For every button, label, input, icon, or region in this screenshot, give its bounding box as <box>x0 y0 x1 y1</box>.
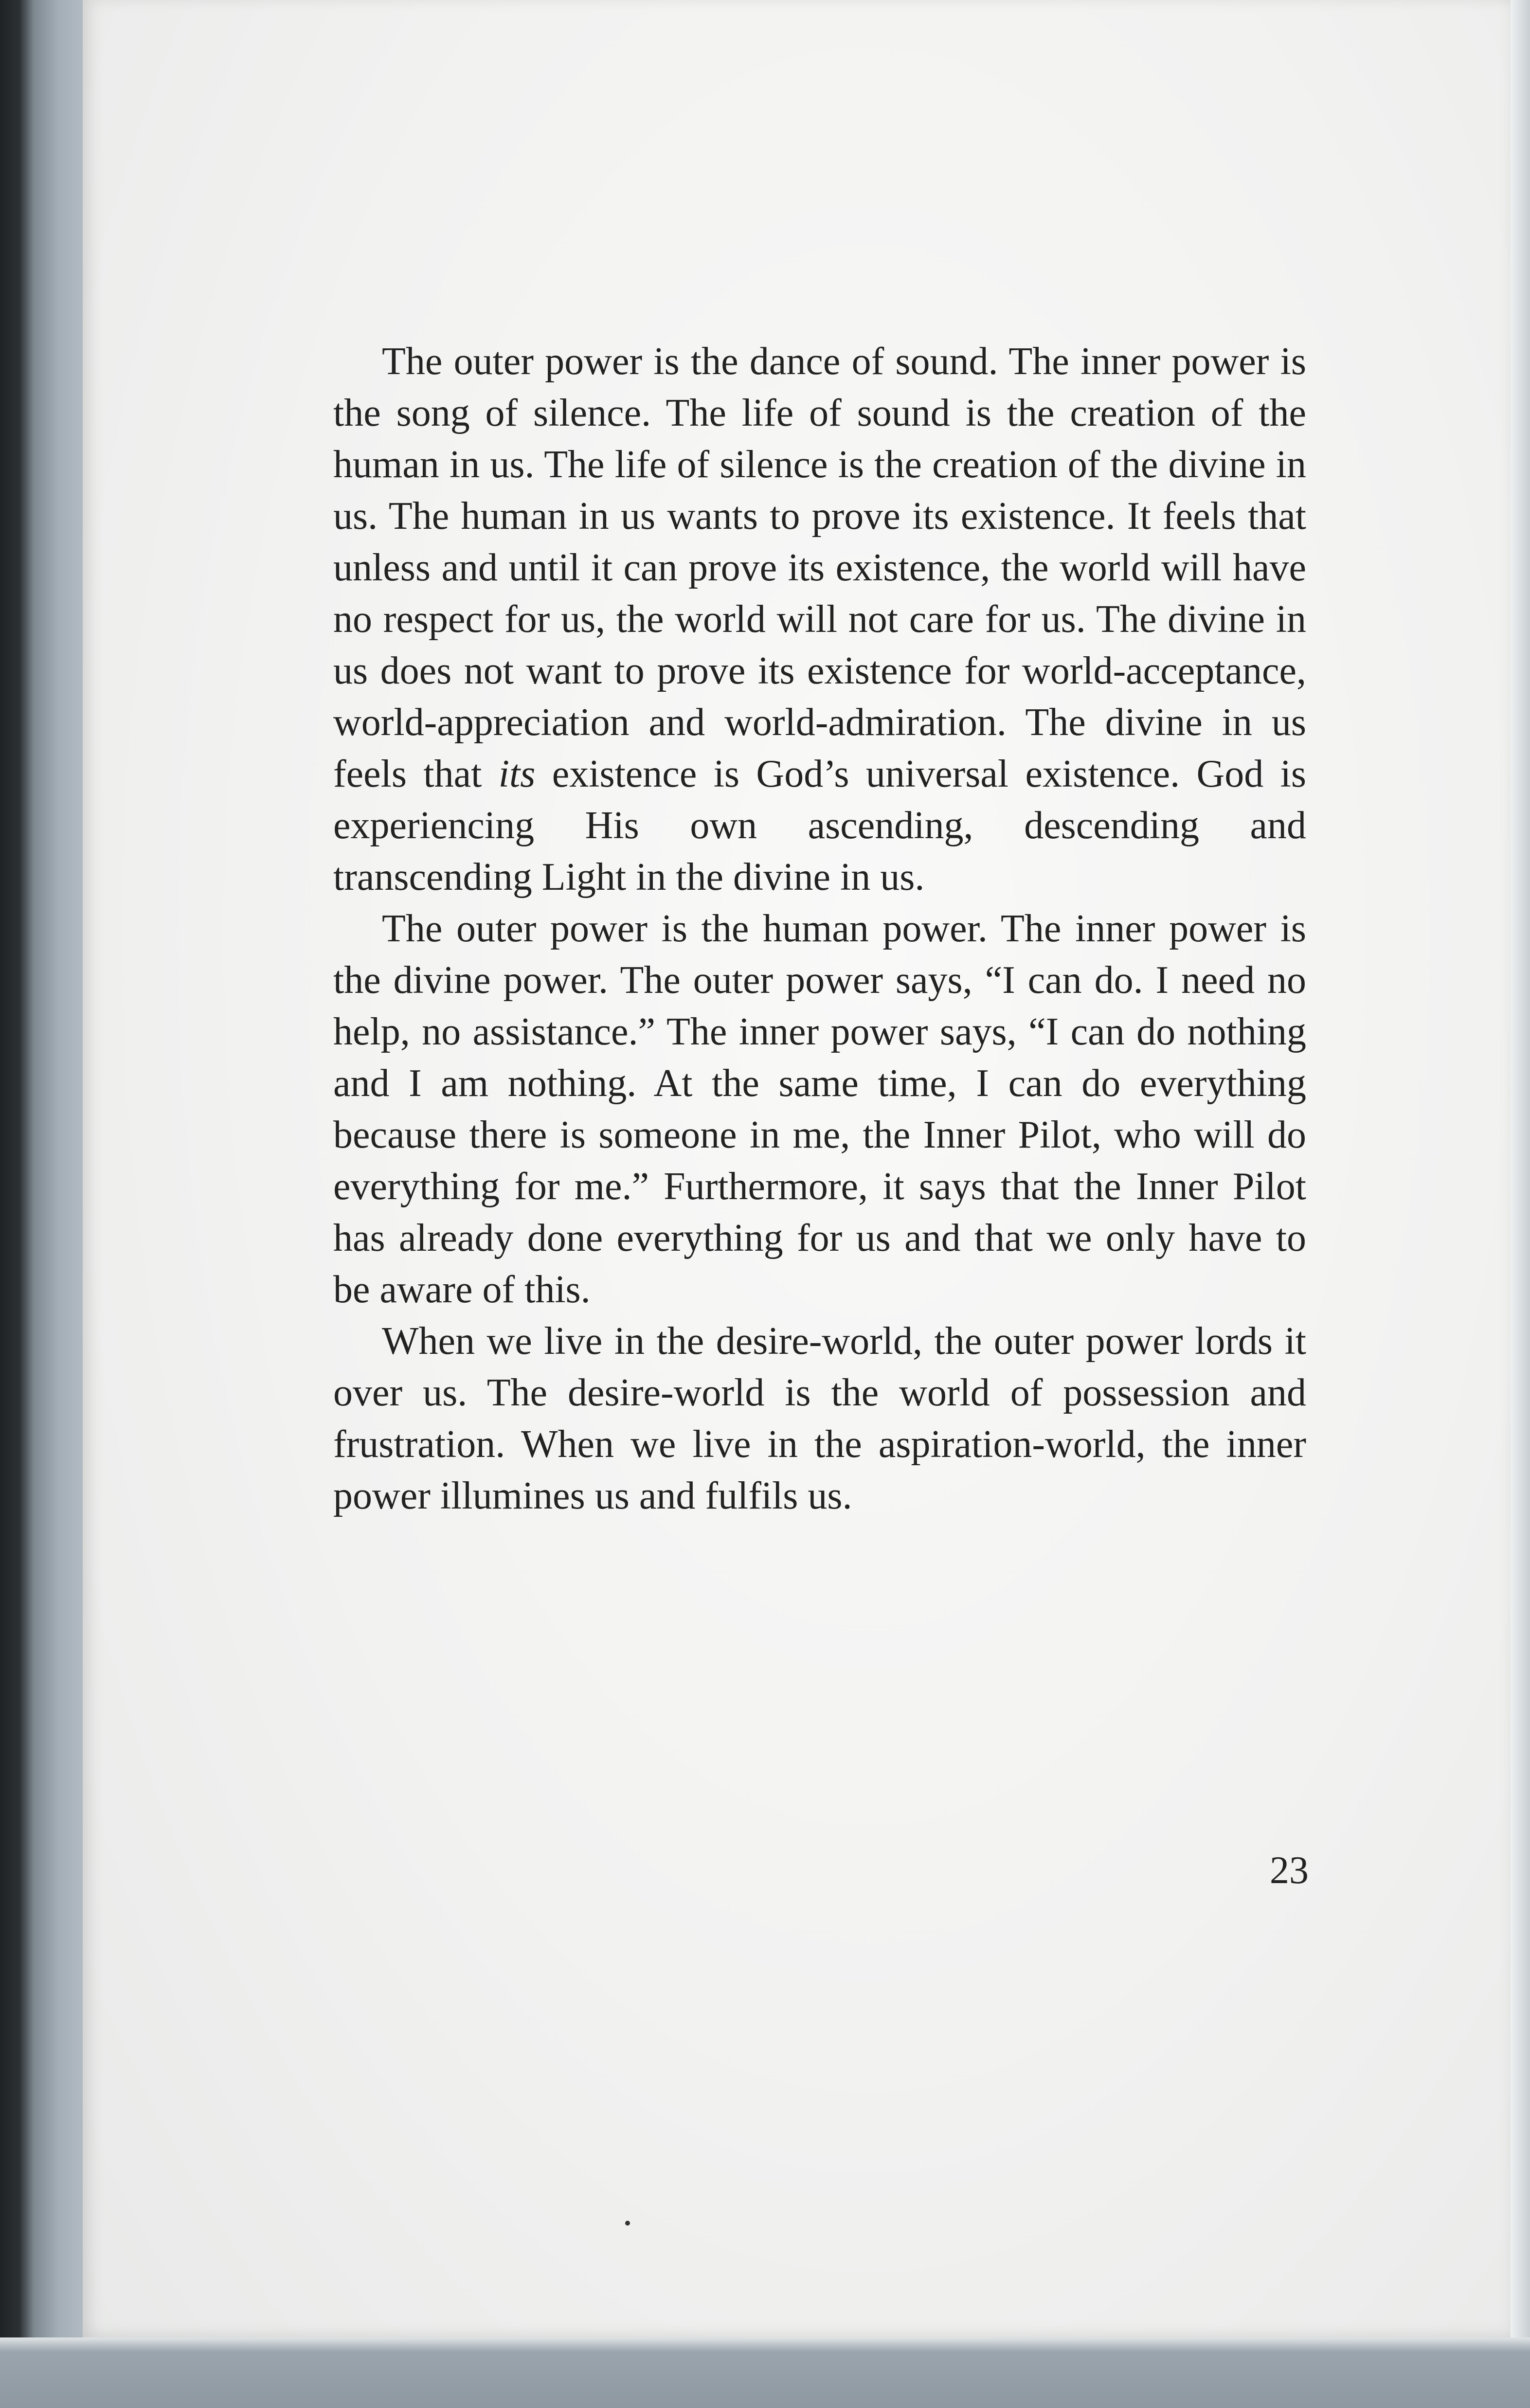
paragraph-1 <box>333 336 1306 903</box>
paragraph-1-tail: existence is God’s universal existence. God is experiencing His own ascending, descending and transcending Light in the divine in us. <box>333 753 1307 899</box>
body-text <box>333 336 1306 1522</box>
scanner-bottom-edge <box>0 2337 1530 2408</box>
scanner-right-edge <box>1511 0 1530 2408</box>
paragraph-2: The outer power is the human power. The inner power is the divine power. The outer power says, “I can do. I need no help, no assistance.” The inner power says, “I can do nothing and I am nothing. At the same time, I can do everything because there is someone in me, the Inner Pilot, who will do everything for me.” Furthermore, it says that the Inner Pilot has already done everything for us and that we only have to be aware of this. <box>333 907 1306 1311</box>
paragraph-1-text: The outer power is the dance of sound. The inner power is the song of silence. The life of sound is the creation of the human in us. The life of silence is the creation of the divine in us. The human in us wants to prove its existence. It feels that unless and until it can prove its existence, the world will have no respect for us, the world will not care for us. The divine in us does not want to prove its existence for world-acceptance, world-appreciation and world-admiration. The divine in us feels that <box>333 340 1306 795</box>
paragraph-3: When we live in the desire-world, the outer power lords it over us. The desire-world is the world of possession and frustration. When we live in the aspiration-world, the inner power illumines us and fulfils us. <box>333 1320 1306 1517</box>
page-number: 23 <box>1270 1849 1309 1892</box>
paragraph-1-italic-word: its <box>498 753 536 795</box>
dust-speck <box>625 2221 630 2226</box>
book-page <box>83 0 1511 2342</box>
scanner-left-edge <box>0 0 88 2408</box>
